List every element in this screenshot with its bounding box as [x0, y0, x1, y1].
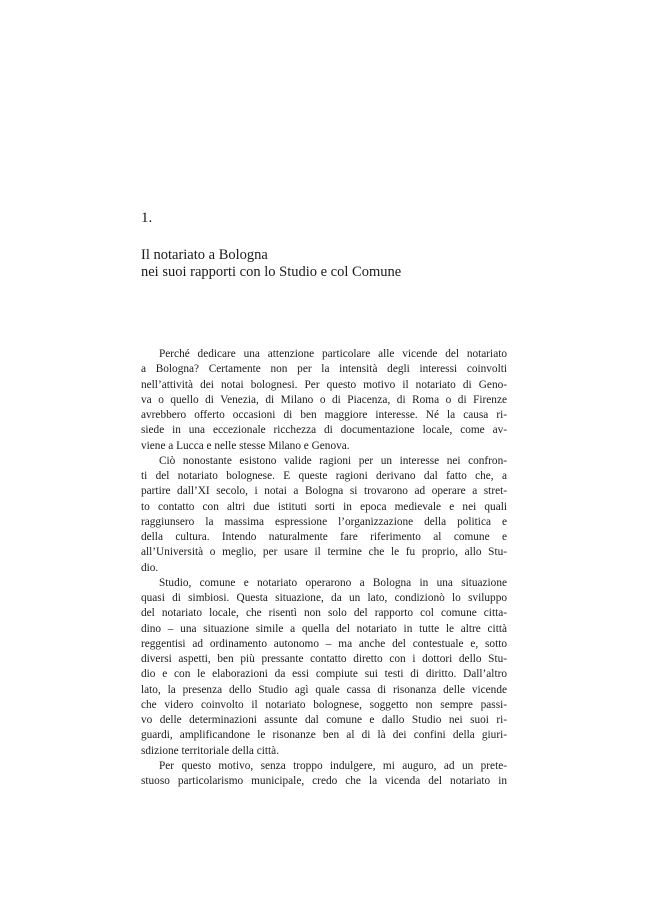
text-line: del notariato locale, che risentì non solo del rapporto col comune citta- [141, 607, 507, 620]
text-line: avrebbero offerto occasioni di ben maggiore interesse. Né la causa ri- [141, 409, 507, 421]
text-line: siede in una eccezionale ricchezza di documentazione locale, come av- [141, 424, 507, 437]
text-line: va o quello di Venezia, di Milano o di Piacenza, di Roma o di Firenze [141, 393, 507, 406]
text-line: guardi, amplificandone le risonanze ben al di là dei confini della giuri- [141, 729, 507, 742]
chapter-title-line: nei suoi rapporti con lo Studio e col Comune [141, 264, 402, 280]
text-line: della cultura. Intendo naturalmente fare riferimento al comune e [141, 531, 507, 543]
paragraph [141, 759, 507, 790]
chapter-number: 1. [141, 210, 153, 226]
text-line: reggentisi ad ordinamento autonomo – ma anche del contestuale e, sotto [141, 637, 507, 650]
paragraph [141, 347, 507, 454]
chapter-title-line: Il notariato a Bologna [141, 247, 268, 263]
text-line: sdizione territoriale della città. [141, 744, 280, 757]
text-line: viene a Lucca e nelle stesse Milano e Genova. [141, 439, 350, 452]
text-line: Ciò nonostante esistono valide ragioni per un interesse nei confron- [159, 454, 507, 467]
text-line: all’Università o meglio, per usare il termine che le fu proprio, allo Stu- [141, 546, 507, 559]
paragraph [141, 454, 507, 576]
text-line: che videro coinvolto il notariato bolognese, soggetto non sempre passi- [141, 698, 507, 711]
text-line: stuoso particolarismo municipale, credo che la vicenda del notariato in [141, 775, 507, 787]
text-line: partire dall’XI secolo, i notai a Bologna si trovarono ad operare a stret- [141, 485, 507, 498]
text-line: Per questo motivo, senza troppo indulgere, mi auguro, ad un prete- [159, 759, 507, 772]
text-line: Perché dedicare una attenzione particolare alle vicende del notariato [159, 348, 507, 360]
text-line: diversi aspetti, ben più pressante contatto diretto con i dottori dello Stu- [141, 653, 507, 665]
text-line: Studio, comune e notariato operarono a Bologna in una situazione [159, 576, 507, 589]
body-text [141, 347, 507, 789]
text-line: raggiunsero la massima espressione l’organizzazione della politica e [141, 515, 507, 528]
text-line: quasi di simbiosi. Questa situazione, da un lato, condizionò lo sviluppo [141, 592, 507, 604]
text-line: dio. [141, 561, 159, 574]
text-line: lato, la presenza dello Studio agì quale cassa di risonanza delle vicende [141, 683, 507, 696]
text-line: dino – una situazione simile a quella del notariato in tutte le altre città [141, 622, 507, 635]
text-line: to contatto con altri due istituti sorti in epoca medievale e nei quali [141, 500, 507, 513]
text-line: dio e con le elaborazioni da essi compiute sui testi di diritto. Dall’altro [141, 668, 507, 681]
text-line: a Bologna? Certamente non per la intensità degli interessi coinvolti [141, 363, 507, 376]
text-line: ti del notariato bolognese. E queste ragioni derivano dal fatto che, a [141, 470, 507, 482]
text-line: vo delle determinazioni assunte dal comune e dallo Studio nei suoi ri- [141, 714, 507, 726]
text-line: nell’attività dei notai bolognesi. Per questo motivo il notariato di Geno- [141, 378, 507, 391]
chapter-title [141, 247, 401, 281]
paragraph [141, 576, 507, 759]
